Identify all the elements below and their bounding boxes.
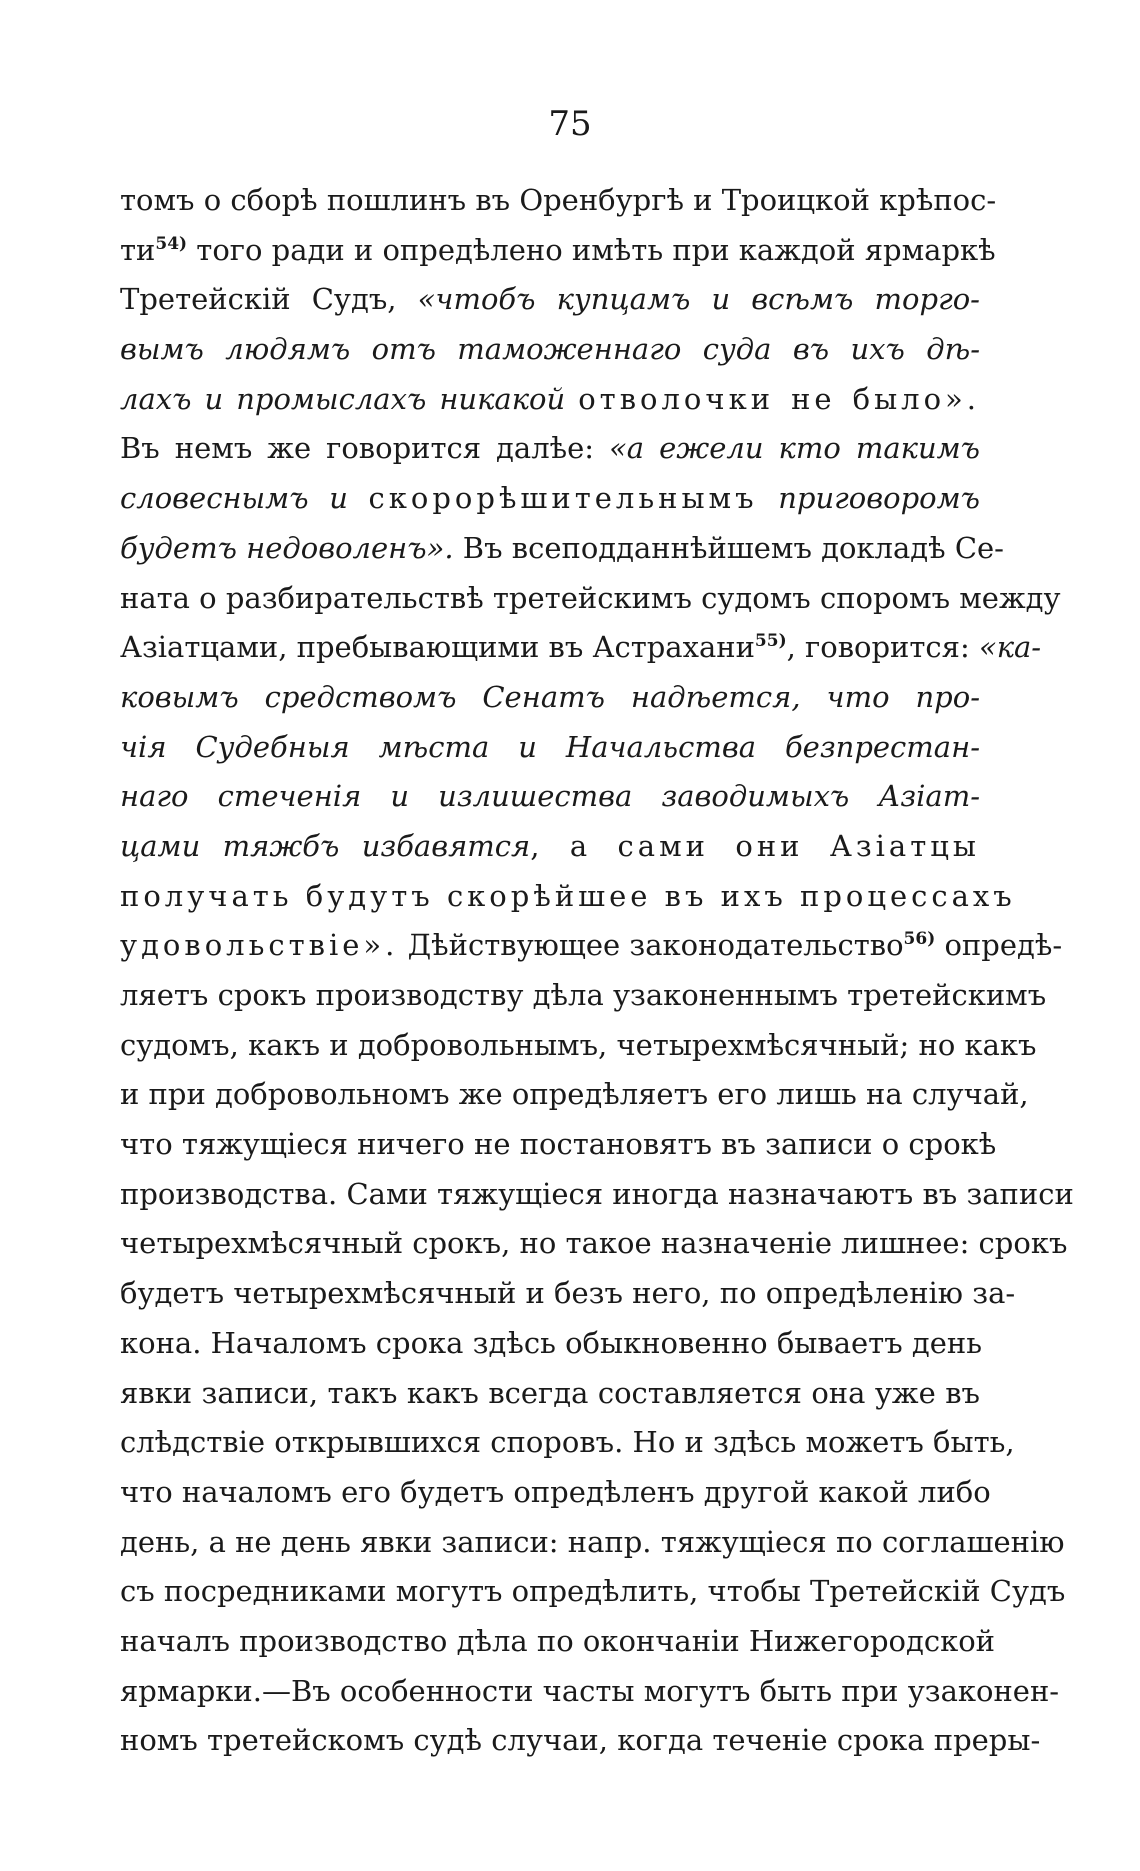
text-line	[120, 1716, 1041, 1766]
text-line	[120, 872, 1016, 922]
text-line	[120, 1468, 991, 1518]
text-segment: что началомъ его будетъ опредѣленъ другой какой либо	[120, 1474, 991, 1509]
text-segment: томъ о сборѣ пошлинъ въ Оренбургѣ и Троицкой крѣпос-	[120, 183, 997, 217]
text-segment: того ради и опредѣлено имѣть при каждой ярмаркѣ	[187, 232, 996, 267]
text-segment: словеснымъ и	[120, 481, 369, 516]
text-segment: что тяжущіеся ничего не постановятъ въ записи о срокѣ	[120, 1127, 997, 1162]
text-line	[120, 673, 980, 723]
text-line	[120, 1170, 1074, 1220]
footnote-ref: 56)	[903, 929, 936, 950]
text-line	[120, 424, 980, 474]
text-line	[120, 275, 980, 325]
text-segment: ната о разбирательствѣ третейскимъ судомъ споромъ между	[120, 580, 1061, 615]
text-segment: опредѣ-	[935, 928, 1063, 963]
text-segment: слѣдствіе открывшихся споровъ. Но и здѣсь можетъ быть,	[120, 1425, 1015, 1460]
text-line	[120, 921, 1063, 971]
text-segment: цами тяжбъ избавятся	[120, 828, 531, 863]
text-line	[120, 1567, 1066, 1617]
text-line	[120, 226, 996, 276]
text-segment: удовольствіе».	[120, 928, 399, 963]
page-number: 75	[548, 104, 592, 144]
text-segment: началъ производство дѣла по окончаніи Нижегородской	[120, 1623, 996, 1658]
text-line	[120, 375, 980, 425]
text-segment: «ка-	[978, 630, 1042, 665]
text-line	[120, 1667, 1060, 1717]
body-text	[120, 176, 1074, 1766]
text-segment: съ посредниками могутъ опредѣлить, чтобы Третейскій Судъ	[120, 1574, 1066, 1609]
text-line	[120, 1518, 1065, 1568]
text-line	[120, 176, 997, 226]
text-segment: скорорѣшительнымъ	[368, 481, 758, 516]
text-line	[120, 971, 1047, 1021]
text-line	[120, 1319, 980, 1369]
text-segment: Въ немъ же говорится далѣе:	[120, 431, 610, 466]
text-segment: и при добровольномъ же опредѣляетъ его лишь на случай,	[120, 1077, 1029, 1112]
text-line	[120, 723, 980, 773]
text-line	[120, 1021, 1037, 1071]
text-line	[120, 524, 1004, 574]
text-segment: будетъ недоволенъ».	[120, 530, 454, 565]
text-segment: Азіатцами, пребывающими въ Астрахани	[120, 630, 755, 665]
text-line	[120, 1269, 1016, 1319]
text-line	[120, 1120, 997, 1170]
text-line	[120, 772, 980, 822]
text-segment: , а сами они Азіатцы	[530, 828, 980, 863]
text-segment: получать будутъ скорѣйшее въ ихъ процессахъ	[120, 878, 1016, 913]
footnote-ref: 55)	[754, 631, 787, 652]
text-line	[120, 325, 980, 375]
text-segment: лахъ и промыслахъ никакой	[120, 381, 579, 416]
text-segment: явки записи, такъ какъ всегда составляется она уже въ	[120, 1375, 980, 1410]
footnote-ref: 54)	[155, 233, 188, 254]
text-line	[120, 822, 980, 872]
text-segment: наго стеченія и излишества заводимыхъ Азіат-	[120, 779, 980, 814]
text-line	[120, 1369, 980, 1419]
text-segment: номъ третейскомъ судѣ случаи, когда теченіе срока преры-	[120, 1723, 1041, 1758]
text-segment: чія Судебныя мѣста и Начальства безпрестан-	[120, 729, 980, 764]
text-line	[120, 1617, 996, 1667]
text-segment: ляетъ срокъ производству дѣла узаконеннымъ третейскимъ	[120, 978, 1047, 1012]
text-segment: , говорится:	[786, 630, 979, 665]
text-segment: Третейскій Судъ,	[120, 282, 418, 317]
text-segment: кона. Началомъ срока здѣсь обыкновенно бываетъ день	[120, 1325, 982, 1360]
text-segment: ярмарки.—Въ особенности часты могутъ быть при узаконен-	[120, 1673, 1060, 1708]
text-segment: Дѣйствующее законодательство	[398, 928, 904, 963]
text-segment: будетъ четырехмѣсячный и безъ него, по опредѣленію за-	[120, 1276, 1016, 1311]
text-segment: «чтобъ купцамъ и всѣмъ торго-	[417, 282, 980, 317]
text-segment: судомъ, какъ и добровольнымъ, четырехмѣсячный; но какъ	[120, 1027, 1037, 1062]
text-line	[120, 574, 1061, 624]
text-segment: «а ежели кто такимъ	[609, 431, 980, 466]
text-line	[120, 1070, 1029, 1120]
text-line	[120, 1219, 1068, 1269]
text-segment: приговоромъ	[757, 481, 980, 516]
text-segment: Въ всеподданнѣйшемъ докладѣ Се-	[453, 530, 1004, 565]
text-segment: производства. Сами тяжущіеся иногда назначаютъ въ записи	[120, 1176, 1074, 1211]
text-segment: вымъ людямъ отъ таможеннаго суда въ ихъ дѣ-	[120, 332, 980, 367]
text-segment: отволочки не было».	[578, 381, 980, 416]
text-segment: день, а не день явки записи: напр. тяжущіеся по соглашенію	[120, 1524, 1065, 1559]
text-segment: четырехмѣсячный срокъ, но такое назначеніе лишнее: срокъ	[120, 1226, 1068, 1261]
text-line	[120, 623, 1042, 673]
text-line	[120, 1418, 1015, 1468]
text-segment: ти	[120, 232, 156, 267]
text-segment: ковымъ средствомъ Сенатъ надѣется, что про-	[120, 679, 980, 714]
text-line	[120, 474, 980, 524]
